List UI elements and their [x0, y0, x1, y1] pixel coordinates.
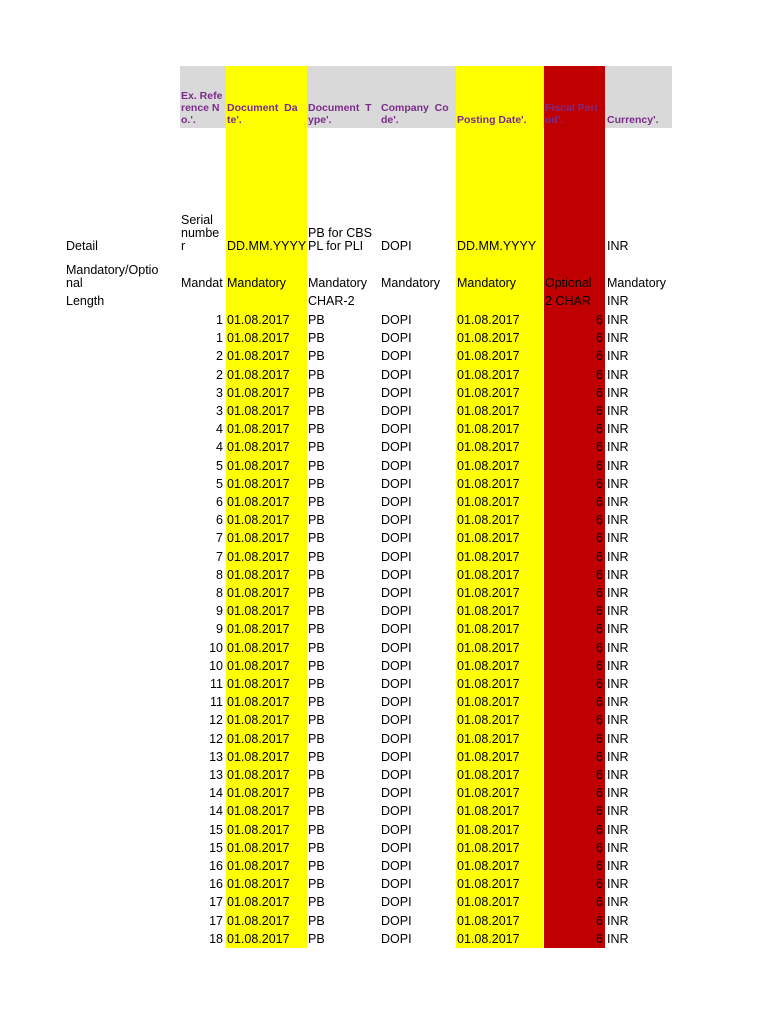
cell-currency: INR: [607, 514, 629, 527]
cell-fiscal-period: 6: [596, 787, 603, 800]
header-posting-date: Posting Date'.: [457, 114, 527, 126]
cell-document-date: 01.08.2017: [227, 860, 290, 873]
cell-document-date: 01.08.2017: [227, 332, 290, 345]
cell-document-type: PB: [308, 896, 325, 909]
cell-posting-date: 01.08.2017: [457, 878, 520, 891]
cell-company-code: DOPI: [381, 751, 412, 764]
cell-company-code: DOPI: [381, 514, 412, 527]
cell-company-code: DOPI: [381, 860, 412, 873]
cell-ex-reference: 5: [216, 478, 223, 491]
cell-company-code: DOPI: [381, 878, 412, 891]
cell-fiscal-period: 6: [596, 915, 603, 928]
cell-fiscal-period: 6: [596, 623, 603, 636]
cell-document-type: PB: [308, 441, 325, 454]
cell-company-code: DOPI: [381, 423, 412, 436]
cell-document-date: 01.08.2017: [227, 878, 290, 891]
cell-fiscal-period: 6: [596, 460, 603, 473]
cell-ex-reference: 7: [216, 551, 223, 564]
cell-document-date: 01.08.2017: [227, 551, 290, 564]
cell-company-code: DOPI: [381, 623, 412, 636]
cell-currency: INR: [607, 642, 629, 655]
cell-fiscal-period: 6: [596, 514, 603, 527]
cell-currency: INR: [607, 733, 629, 746]
cell-currency: INR: [607, 496, 629, 509]
mandatory-posting-date: Mandatory: [457, 277, 517, 290]
cell-ex-reference: 1: [216, 314, 223, 327]
cell-currency: INR: [607, 587, 629, 600]
cell-posting-date: 01.08.2017: [457, 842, 520, 855]
cell-posting-date: 01.08.2017: [457, 314, 520, 327]
cell-currency: INR: [607, 660, 629, 673]
cell-document-type: PB: [308, 714, 325, 727]
cell-ex-reference: 11: [210, 678, 223, 691]
cell-document-date: 01.08.2017: [227, 423, 290, 436]
cell-company-code: DOPI: [381, 915, 412, 928]
cell-ex-reference: 15: [209, 824, 223, 837]
cell-posting-date: 01.08.2017: [457, 387, 520, 400]
mandatory-fiscal-period: Optional: [545, 277, 592, 290]
detail-currency: INR: [607, 240, 629, 253]
cell-currency: INR: [607, 532, 629, 545]
cell-document-type: PB: [308, 332, 325, 345]
cell-fiscal-period: 6: [596, 496, 603, 509]
cell-company-code: DOPI: [381, 714, 412, 727]
header-company-code: Company Co de'.: [381, 102, 449, 126]
cell-fiscal-period: 6: [596, 896, 603, 909]
cell-posting-date: 01.08.2017: [457, 423, 520, 436]
cell-company-code: DOPI: [381, 896, 412, 909]
cell-currency: INR: [607, 860, 629, 873]
cell-document-date: 01.08.2017: [227, 733, 290, 746]
cell-posting-date: 01.08.2017: [457, 551, 520, 564]
cell-document-type: PB: [308, 551, 325, 564]
detail-doc-type: PB for CBS PL for PLI: [308, 227, 372, 253]
cell-document-date: 01.08.2017: [227, 496, 290, 509]
cell-company-code: DOPI: [381, 387, 412, 400]
cell-document-date: 01.08.2017: [227, 787, 290, 800]
cell-document-date: 01.08.2017: [227, 569, 290, 582]
cell-currency: INR: [607, 441, 629, 454]
cell-currency: INR: [607, 824, 629, 837]
cell-currency: INR: [607, 369, 629, 382]
cell-currency: INR: [607, 896, 629, 909]
cell-posting-date: 01.08.2017: [457, 642, 520, 655]
cell-document-type: PB: [308, 460, 325, 473]
cell-ex-reference: 8: [216, 587, 223, 600]
cell-document-date: 01.08.2017: [227, 441, 290, 454]
cell-document-type: PB: [308, 642, 325, 655]
cell-fiscal-period: 6: [596, 350, 603, 363]
cell-fiscal-period: 6: [596, 714, 603, 727]
cell-document-date: 01.08.2017: [227, 642, 290, 655]
cell-company-code: DOPI: [381, 569, 412, 582]
cell-posting-date: 01.08.2017: [457, 405, 520, 418]
cell-document-date: 01.08.2017: [227, 532, 290, 545]
cell-company-code: DOPI: [381, 769, 412, 782]
cell-ex-reference: 17: [209, 915, 223, 928]
cell-currency: INR: [607, 478, 629, 491]
cell-fiscal-period: 6: [596, 878, 603, 891]
cell-fiscal-period: 6: [596, 660, 603, 673]
row-label-detail: Detail: [66, 240, 98, 253]
cell-document-type: PB: [308, 387, 325, 400]
cell-company-code: DOPI: [381, 460, 412, 473]
cell-company-code: DOPI: [381, 787, 412, 800]
cell-currency: INR: [607, 460, 629, 473]
cell-currency: INR: [607, 332, 629, 345]
cell-ex-reference: 10: [209, 660, 223, 673]
cell-company-code: DOPI: [381, 441, 412, 454]
cell-currency: INR: [607, 623, 629, 636]
cell-fiscal-period: 6: [596, 332, 603, 345]
header-currency: Currency'.: [607, 114, 659, 126]
cell-posting-date: 01.08.2017: [457, 605, 520, 618]
cell-posting-date: 01.08.2017: [457, 805, 520, 818]
cell-document-type: PB: [308, 350, 325, 363]
cell-fiscal-period: 6: [596, 587, 603, 600]
cell-document-type: PB: [308, 733, 325, 746]
cell-posting-date: 01.08.2017: [457, 933, 520, 946]
cell-document-type: PB: [308, 824, 325, 837]
cell-ex-reference: 9: [216, 623, 223, 636]
row-label-length: Length: [66, 295, 105, 308]
cell-posting-date: 01.08.2017: [457, 514, 520, 527]
cell-ex-reference: 11: [210, 696, 223, 709]
mandatory-company: Mandatory: [381, 277, 441, 290]
cell-document-date: 01.08.2017: [227, 842, 290, 855]
length-currency: INR: [607, 295, 629, 308]
cell-document-date: 01.08.2017: [227, 605, 290, 618]
cell-currency: INR: [607, 314, 629, 327]
cell-currency: INR: [607, 933, 629, 946]
cell-document-date: 01.08.2017: [227, 623, 290, 636]
cell-ex-reference: 16: [209, 860, 223, 873]
cell-document-type: PB: [308, 623, 325, 636]
header-document-date: Document Da te'.: [227, 102, 298, 126]
cell-posting-date: 01.08.2017: [457, 496, 520, 509]
cell-document-type: PB: [308, 696, 325, 709]
cell-fiscal-period: 6: [596, 605, 603, 618]
cell-document-type: PB: [308, 369, 325, 382]
cell-ex-reference: 2: [216, 369, 223, 382]
cell-company-code: DOPI: [381, 842, 412, 855]
cell-currency: INR: [607, 678, 629, 691]
cell-fiscal-period: 6: [596, 733, 603, 746]
cell-fiscal-period: 6: [596, 751, 603, 764]
mandatory-ex-reference: Mandat: [181, 277, 223, 290]
cell-document-type: PB: [308, 751, 325, 764]
cell-fiscal-period: 6: [596, 369, 603, 382]
cell-document-date: 01.08.2017: [227, 714, 290, 727]
cell-ex-reference: 3: [216, 387, 223, 400]
cell-ex-reference: 14: [209, 787, 223, 800]
cell-posting-date: 01.08.2017: [457, 441, 520, 454]
cell-currency: INR: [607, 878, 629, 891]
cell-fiscal-period: 6: [596, 405, 603, 418]
cell-company-code: DOPI: [381, 824, 412, 837]
cell-posting-date: 01.08.2017: [457, 787, 520, 800]
cell-document-type: PB: [308, 915, 325, 928]
cell-ex-reference: 4: [216, 423, 223, 436]
cell-document-date: 01.08.2017: [227, 514, 290, 527]
cell-posting-date: 01.08.2017: [457, 714, 520, 727]
cell-company-code: DOPI: [381, 696, 412, 709]
cell-currency: INR: [607, 423, 629, 436]
cell-document-date: 01.08.2017: [227, 896, 290, 909]
cell-currency: INR: [607, 696, 629, 709]
cell-document-type: PB: [308, 423, 325, 436]
cell-company-code: DOPI: [381, 332, 412, 345]
cell-document-date: 01.08.2017: [227, 769, 290, 782]
cell-posting-date: 01.08.2017: [457, 569, 520, 582]
cell-company-code: DOPI: [381, 369, 412, 382]
cell-document-type: PB: [308, 587, 325, 600]
cell-posting-date: 01.08.2017: [457, 369, 520, 382]
cell-document-date: 01.08.2017: [227, 805, 290, 818]
cell-document-date: 01.08.2017: [227, 387, 290, 400]
cell-document-date: 01.08.2017: [227, 587, 290, 600]
cell-document-type: PB: [308, 678, 325, 691]
cell-ex-reference: 3: [216, 405, 223, 418]
cell-posting-date: 01.08.2017: [457, 915, 520, 928]
detail-posting-date: DD.MM.YYYY: [457, 240, 537, 253]
mandatory-currency: Mandatory: [607, 277, 667, 290]
detail-ex-reference: Serial numbe r: [181, 214, 220, 253]
length-fiscal-period: 2 CHAR: [545, 295, 591, 308]
cell-ex-reference: 15: [209, 842, 223, 855]
cell-company-code: DOPI: [381, 660, 412, 673]
cell-document-date: 01.08.2017: [227, 660, 290, 673]
cell-ex-reference: 1: [216, 332, 223, 345]
cell-document-type: PB: [308, 532, 325, 545]
cell-currency: INR: [607, 387, 629, 400]
cell-posting-date: 01.08.2017: [457, 678, 520, 691]
header-ex-reference-no: Ex. Refe rence N o.'.: [181, 90, 223, 126]
cell-fiscal-period: 6: [596, 842, 603, 855]
cell-fiscal-period: 6: [596, 478, 603, 491]
cell-document-date: 01.08.2017: [227, 678, 290, 691]
cell-posting-date: 01.08.2017: [457, 332, 520, 345]
cell-posting-date: 01.08.2017: [457, 896, 520, 909]
cell-currency: INR: [607, 405, 629, 418]
cell-company-code: DOPI: [381, 496, 412, 509]
cell-fiscal-period: 6: [596, 933, 603, 946]
cell-fiscal-period: 6: [596, 441, 603, 454]
cell-posting-date: 01.08.2017: [457, 587, 520, 600]
cell-document-type: PB: [308, 878, 325, 891]
cell-company-code: DOPI: [381, 350, 412, 363]
cell-posting-date: 01.08.2017: [457, 350, 520, 363]
cell-document-type: PB: [308, 860, 325, 873]
cell-fiscal-period: 6: [596, 824, 603, 837]
cell-document-type: PB: [308, 496, 325, 509]
header-fiscal-period: Fiscal Peri od'.: [545, 102, 598, 126]
cell-ex-reference: 12: [209, 714, 223, 727]
cell-posting-date: 01.08.2017: [457, 623, 520, 636]
cell-currency: INR: [607, 569, 629, 582]
cell-ex-reference: 4: [216, 441, 223, 454]
cell-company-code: DOPI: [381, 478, 412, 491]
header-document-type: Document T ype'.: [308, 102, 372, 126]
cell-posting-date: 01.08.2017: [457, 460, 520, 473]
cell-document-type: PB: [308, 805, 325, 818]
cell-ex-reference: 6: [216, 514, 223, 527]
cell-document-date: 01.08.2017: [227, 933, 290, 946]
cell-fiscal-period: 6: [596, 387, 603, 400]
cell-company-code: DOPI: [381, 405, 412, 418]
cell-document-date: 01.08.2017: [227, 915, 290, 928]
cell-posting-date: 01.08.2017: [457, 478, 520, 491]
cell-ex-reference: 6: [216, 496, 223, 509]
cell-ex-reference: 18: [209, 933, 223, 946]
cell-fiscal-period: 6: [596, 569, 603, 582]
cell-currency: INR: [607, 751, 629, 764]
cell-posting-date: 01.08.2017: [457, 769, 520, 782]
cell-currency: INR: [607, 605, 629, 618]
cell-document-type: PB: [308, 569, 325, 582]
cell-document-date: 01.08.2017: [227, 314, 290, 327]
cell-currency: INR: [607, 805, 629, 818]
cell-company-code: DOPI: [381, 551, 412, 564]
cell-currency: INR: [607, 350, 629, 363]
cell-currency: INR: [607, 787, 629, 800]
cell-ex-reference: 7: [216, 532, 223, 545]
cell-document-type: PB: [308, 769, 325, 782]
cell-ex-reference: 13: [209, 769, 223, 782]
cell-currency: INR: [607, 842, 629, 855]
cell-posting-date: 01.08.2017: [457, 751, 520, 764]
detail-doc-date: DD.MM.YYYY: [227, 240, 306, 253]
cell-fiscal-period: 6: [596, 532, 603, 545]
mandatory-doc-type: Mandatory: [308, 277, 368, 290]
cell-document-date: 01.08.2017: [227, 751, 290, 764]
cell-document-type: PB: [308, 787, 325, 800]
cell-fiscal-period: 6: [596, 423, 603, 436]
cell-fiscal-period: 6: [596, 642, 603, 655]
cell-company-code: DOPI: [381, 532, 412, 545]
cell-ex-reference: 8: [216, 569, 223, 582]
cell-ex-reference: 16: [209, 878, 223, 891]
cell-ex-reference: 12: [209, 733, 223, 746]
cell-document-type: PB: [308, 933, 325, 946]
cell-document-date: 01.08.2017: [227, 824, 290, 837]
cell-document-type: PB: [308, 478, 325, 491]
cell-company-code: DOPI: [381, 587, 412, 600]
cell-document-date: 01.08.2017: [227, 696, 290, 709]
cell-fiscal-period: 6: [596, 551, 603, 564]
cell-document-type: PB: [308, 842, 325, 855]
cell-posting-date: 01.08.2017: [457, 696, 520, 709]
cell-posting-date: 01.08.2017: [457, 660, 520, 673]
cell-document-type: PB: [308, 405, 325, 418]
cell-company-code: DOPI: [381, 678, 412, 691]
cell-document-date: 01.08.2017: [227, 369, 290, 382]
cell-currency: INR: [607, 714, 629, 727]
cell-fiscal-period: 6: [596, 314, 603, 327]
length-doc-type: CHAR-2: [308, 295, 355, 308]
cell-fiscal-period: 6: [596, 860, 603, 873]
cell-posting-date: 01.08.2017: [457, 824, 520, 837]
cell-fiscal-period: 6: [596, 769, 603, 782]
cell-currency: INR: [607, 769, 629, 782]
cell-document-date: 01.08.2017: [227, 460, 290, 473]
cell-ex-reference: 17: [209, 896, 223, 909]
cell-posting-date: 01.08.2017: [457, 532, 520, 545]
cell-document-type: PB: [308, 605, 325, 618]
cell-document-date: 01.08.2017: [227, 405, 290, 418]
detail-company: DOPI: [381, 240, 412, 253]
cell-document-date: 01.08.2017: [227, 478, 290, 491]
cell-company-code: DOPI: [381, 933, 412, 946]
cell-company-code: DOPI: [381, 642, 412, 655]
cell-currency: INR: [607, 551, 629, 564]
cell-fiscal-period: 6: [596, 805, 603, 818]
cell-ex-reference: 10: [209, 642, 223, 655]
cell-ex-reference: 13: [209, 751, 223, 764]
cell-ex-reference: 9: [216, 605, 223, 618]
cell-ex-reference: 14: [209, 805, 223, 818]
cell-fiscal-period: 6: [596, 678, 603, 691]
mandatory-doc-date: Mandatory: [227, 277, 287, 290]
cell-company-code: DOPI: [381, 314, 412, 327]
cell-document-type: PB: [308, 314, 325, 327]
cell-company-code: DOPI: [381, 605, 412, 618]
cell-posting-date: 01.08.2017: [457, 733, 520, 746]
cell-document-type: PB: [308, 660, 325, 673]
cell-company-code: DOPI: [381, 733, 412, 746]
cell-posting-date: 01.08.2017: [457, 860, 520, 873]
row-label-mandatory-optional: Mandatory/Optio nal: [66, 264, 159, 290]
cell-fiscal-period: 6: [596, 696, 603, 709]
cell-currency: INR: [607, 915, 629, 928]
cell-document-type: PB: [308, 514, 325, 527]
cell-ex-reference: 5: [216, 460, 223, 473]
cell-document-date: 01.08.2017: [227, 350, 290, 363]
cell-company-code: DOPI: [381, 805, 412, 818]
cell-ex-reference: 2: [216, 350, 223, 363]
